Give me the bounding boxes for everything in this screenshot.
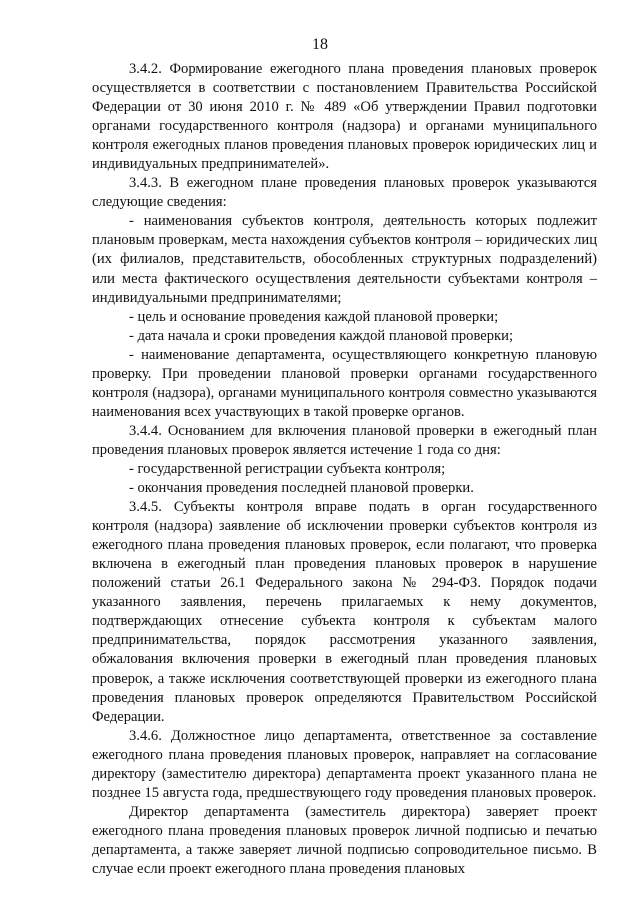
document-body — [92, 60, 597, 879]
list-item-subject-names: - наименования субъектов контроля, деятельность которых подлежит плановым проверкам, места нахождения субъектов контроля – юридических лиц (их филиалов, представительств, обособленных структурных подразделений) или места фактического осуществления деятельности субъектами контроля – индивидуальными предпринимателями; — [92, 213, 597, 306]
paragraph-3-4-4: 3.4.4. Основанием для включения плановой проверки в ежегодный план проведения плановых проверок является истечение 1 года со дня: — [92, 422, 597, 458]
list-item-department-name: - наименование департамента, осуществляющего конкретную плановую проверку. При проведении плановой проверки органами государственного контроля (надзора), органами муниципального контроля совместно указываются наименования всех участвующих в такой проверке органов. — [92, 346, 597, 420]
paragraph-3-4-6: 3.4.6. Должностное лицо департамента, ответственное за составление ежегодного плана проведения плановых проверок, направляет на согласование директору (заместителю директора) департамента проект указанного плана не позднее 15 августа года, предшествующего году проведения плановых проверок. — [92, 727, 597, 801]
list-item-last-inspection: - окончания проведения последней плановой проверки. — [129, 480, 474, 497]
list-item-purpose: - цель и основание проведения каждой плановой проверки; — [129, 308, 499, 325]
paragraph-3-4-2: 3.4.2. Формирование ежегодного плана проведения плановых проверок осуществляется в соответствии с постановлением Правительства Российской Федерации от 30 июня 2010 г. № 489 «Об утверждении Правил подготовки органами государственного контроля (надзора) и органами муниципального контроля ежегодных планов проведения плановых проверок юридических лиц и индивидуальных предпринимателей». — [92, 61, 597, 173]
page-number: 18 — [312, 36, 328, 53]
paragraph-director: Директор департамента (заместитель директора) заверяет проект ежегодного плана проведения плановых проверок личной подписью и печатью департамента, а также заверяет личной подписью сопроводительное письмо. В случае если проект ежегодного плана проведения плановых — [92, 803, 597, 877]
list-item-registration: - государственной регистрации субъекта контроля; — [129, 460, 446, 477]
list-item-dates: - дата начала и сроки проведения каждой плановой проверки; — [129, 327, 513, 344]
paragraph-3-4-5: 3.4.5. Субъекты контроля вправе подать в орган государственного контроля (надзора) заявление об исключении проверки субъектов контроля из ежегодного плана проведения плановых проверок, если полагают, что проверка включена в ежегодный план проведения плановых проверок в нарушение положений статьи 26.1 Федерального закона № 294-ФЗ. Порядок подачи указанного заявления, перечень прилагаемых к нему документов, подтверждающих отнесение субъекта контроля к субъектам малого предпринимательства, порядок рассмотрения указанного заявления, обжалования включения проверки в ежегодный план проведения плановых проверок, а также исключения соответствующей проверки из ежегодного плана проведения плановых проверок определяются Правительством Российской Федерации. — [92, 499, 597, 725]
paragraph-3-4-3: 3.4.3. В ежегодном плане проведения плановых проверок указываются следующие сведения: — [92, 175, 597, 211]
